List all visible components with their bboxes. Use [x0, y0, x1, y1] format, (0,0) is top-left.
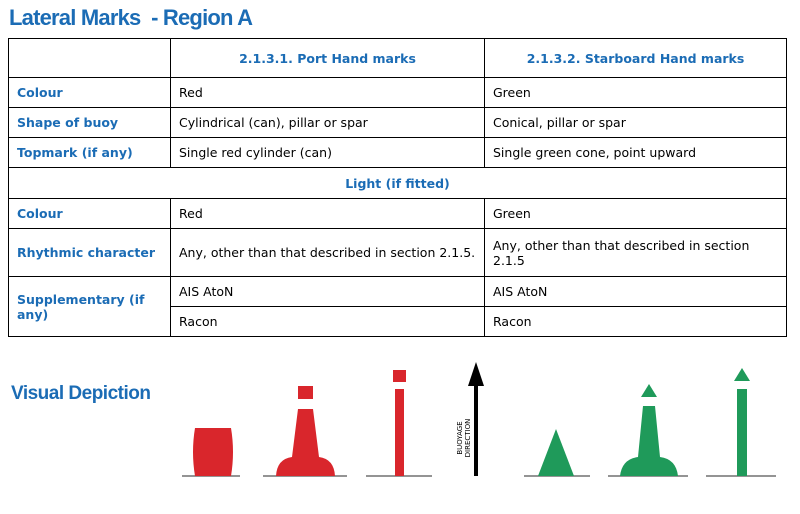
starboard-colour: Green: [485, 78, 787, 108]
table-header-row: [9, 39, 787, 78]
table-row: [9, 108, 787, 138]
light-header-row: [9, 168, 787, 199]
table-row: [9, 199, 787, 229]
buoy-depiction: [0, 355, 800, 514]
row-label-topmark: Topmark (if any): [9, 138, 171, 168]
visual-depiction-heading: Visual Depiction: [11, 383, 151, 404]
port-topmark: Single red cylinder (can): [171, 138, 485, 168]
port-rhythmic: Any, other than that described in section 2.1.5.: [171, 229, 485, 277]
red-can-buoy-icon: [182, 428, 240, 476]
direction-label-1: BUOYAGE: [456, 421, 464, 455]
row-label-light-colour: Colour: [9, 199, 171, 229]
port-light-colour: Red: [171, 199, 485, 229]
green-pillar-buoy-icon: [608, 384, 688, 476]
lateral-marks-table: [8, 38, 787, 337]
row-label-rhythmic: Rhythmic character: [9, 229, 171, 277]
starboard-rhythmic: Any, other than that described in section 2.1.5: [485, 229, 787, 277]
starboard-hand-header: 2.1.3.2. Starboard Hand marks: [485, 39, 787, 78]
buoyage-direction-arrow-icon: [456, 362, 484, 476]
starboard-supplementary-racon: Racon: [485, 307, 787, 337]
direction-label-2: DIRECTION: [464, 418, 472, 458]
starboard-shape: Conical, pillar or spar: [485, 108, 787, 138]
starboard-topmark: Single green cone, point upward: [485, 138, 787, 168]
table-row: [9, 277, 787, 307]
port-hand-header: 2.1.3.1. Port Hand marks: [171, 39, 485, 78]
light-header: Light (if fitted): [9, 168, 787, 199]
port-colour: Red: [171, 78, 485, 108]
table-row: [9, 229, 787, 277]
red-pillar-buoy-icon: [263, 386, 347, 476]
row-label-colour: Colour: [9, 78, 171, 108]
green-cone-buoy-icon: [524, 429, 590, 476]
port-supplementary-racon: Racon: [171, 307, 485, 337]
row-label-supplementary: Supplementary (if any): [9, 277, 171, 337]
red-spar-buoy-icon: [366, 370, 432, 476]
green-spar-buoy-icon: [706, 368, 776, 476]
port-shape: Cylindrical (can), pillar or spar: [171, 108, 485, 138]
table-row: [9, 138, 787, 168]
table-row: [9, 78, 787, 108]
starboard-light-colour: Green: [485, 199, 787, 229]
port-supplementary-aton: AIS AtoN: [171, 277, 485, 307]
header-empty-cell: [9, 39, 171, 78]
row-label-shape: Shape of buoy: [9, 108, 171, 138]
page-title: Lateral Marks - Region A: [9, 5, 253, 30]
starboard-supplementary-aton: AIS AtoN: [485, 277, 787, 307]
